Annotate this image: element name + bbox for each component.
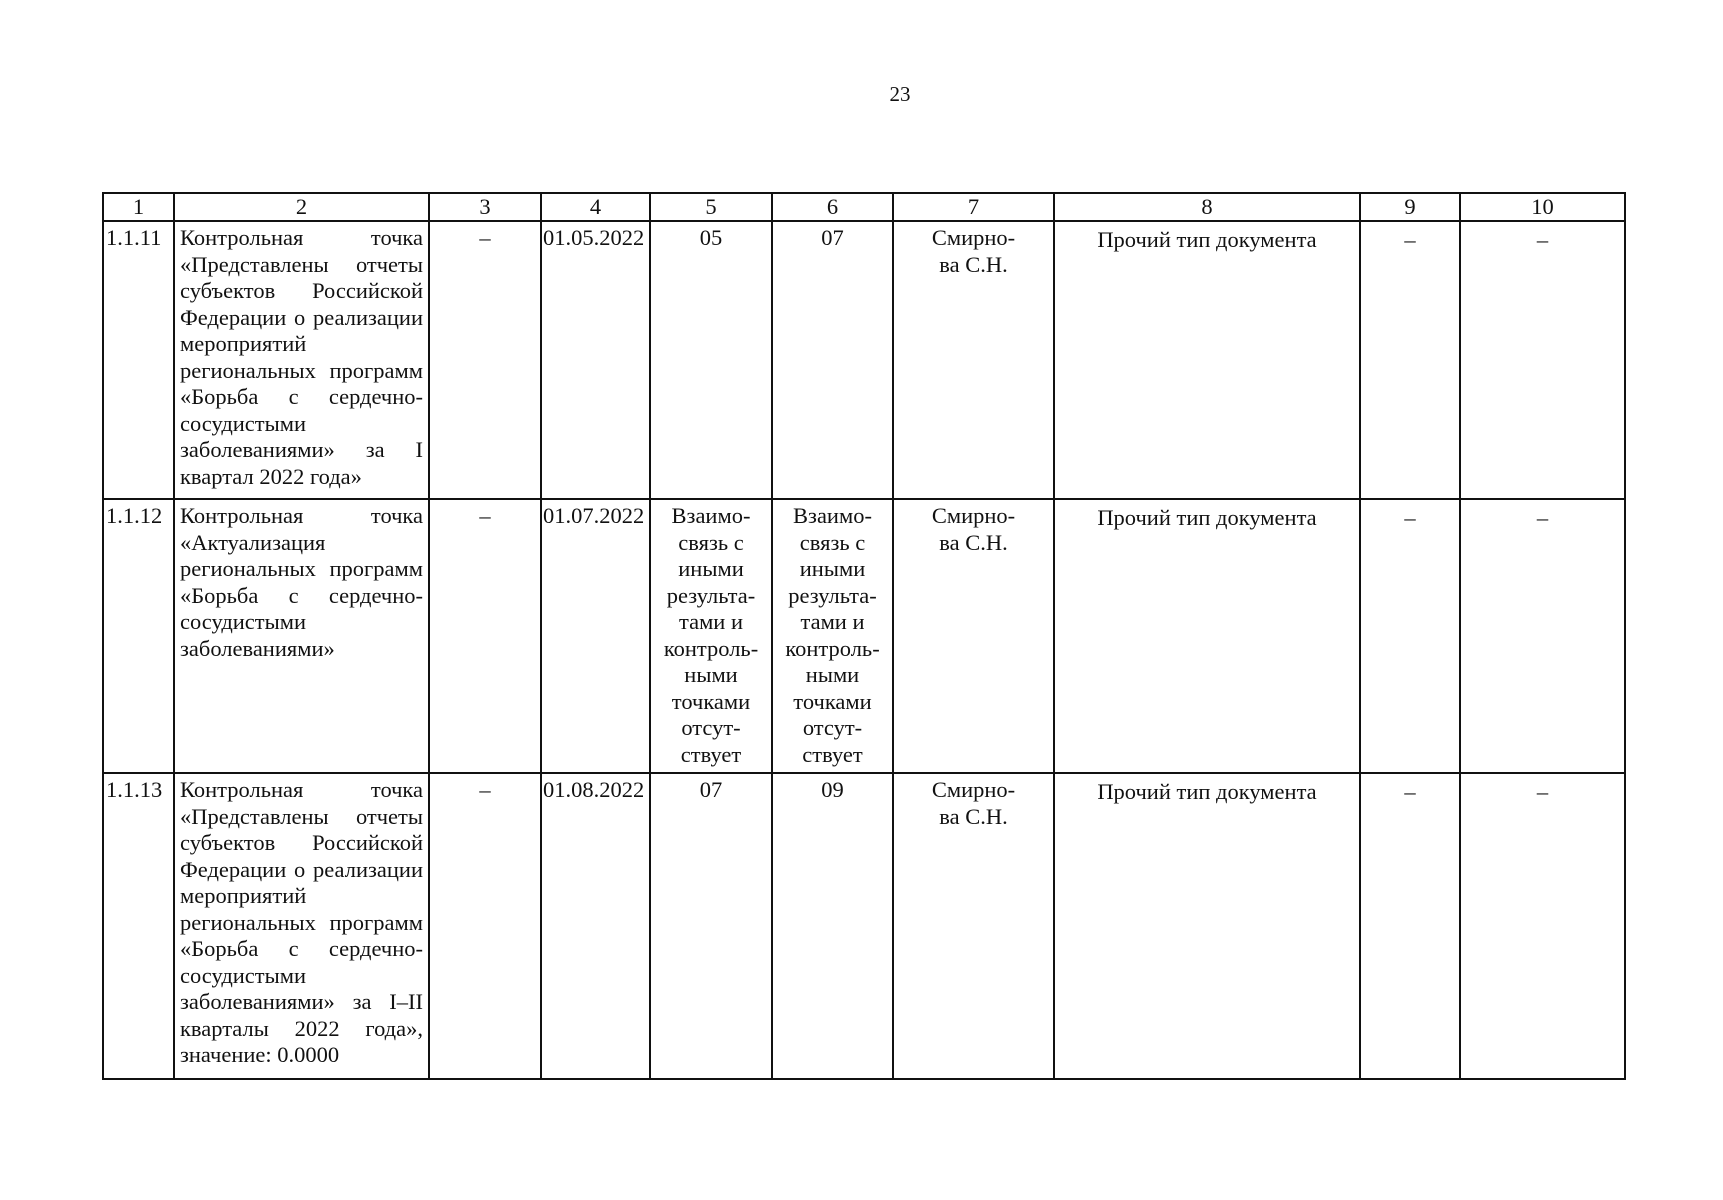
cell-line: ствует (802, 741, 863, 767)
column-header-5: 5 (650, 193, 772, 221)
cell-col6: 07 (772, 221, 893, 499)
cell-line: результа- (788, 582, 877, 608)
cell-col3: – (429, 221, 541, 499)
responsible-line: Смирно- (931, 225, 1016, 250)
row-date: 01.08.2022 (541, 773, 650, 1079)
cell-col3: – (429, 773, 541, 1079)
cell-col10: – (1460, 773, 1625, 1079)
row-number: 1.1.12 (103, 499, 174, 773)
row-description: Контрольная точка «Актуализация региональных программ «Борьба с сердечно-сосудистыми заболеваниями» (174, 499, 429, 773)
control-points-table (102, 192, 1626, 1080)
responsible-person (893, 499, 1054, 773)
cell-col5 (650, 499, 772, 773)
cell-line: Взаимо- (793, 503, 872, 528)
cell-line: Взаимо- (671, 503, 751, 528)
cell-line: точками (671, 688, 751, 714)
cell-line: точками (793, 688, 872, 714)
cell-line: контроль- (785, 635, 880, 661)
responsible-line: Смирно- (931, 503, 1016, 528)
table-row (103, 773, 1625, 1079)
column-header-9: 9 (1360, 193, 1460, 221)
cell-line: отсут- (802, 715, 863, 740)
cell-line: контроль- (663, 635, 759, 661)
row-date: 01.07.2022 (541, 499, 650, 773)
document-type: Прочий тип документа (1054, 499, 1360, 773)
cell-line: иными (678, 556, 744, 581)
column-header-8: 8 (1054, 193, 1360, 221)
responsible-line: ва С.Н. (939, 251, 1008, 277)
cell-col6: 09 (772, 773, 893, 1079)
responsible-line: Смирно- (931, 777, 1016, 802)
row-description: Контрольная точка «Представлены отчеты субъектов Российской Федерации о реализации мероприятий региональных программ «Борьба с сердечно-сосудистыми заболеваниями» за I квартал 2022 года» (174, 221, 429, 499)
responsible-person (893, 221, 1054, 499)
document-type: Прочий тип документа (1054, 773, 1360, 1079)
cell-col10: – (1460, 499, 1625, 773)
document-type: Прочий тип документа (1054, 221, 1360, 499)
column-header-1: 1 (103, 193, 174, 221)
table-row (103, 499, 1625, 773)
row-date: 01.05.2022 (541, 221, 650, 499)
cell-line: ными (684, 662, 738, 687)
responsible-person (893, 773, 1054, 1079)
cell-line: отсут- (681, 715, 741, 740)
responsible-line: ва С.Н. (939, 529, 1008, 555)
header-row (103, 193, 1625, 221)
cell-col5: 07 (650, 773, 772, 1079)
cell-line: тами и (678, 609, 744, 634)
cell-col9: – (1360, 773, 1460, 1079)
row-description: Контрольная точка «Представлены отчеты субъектов Российской Федерации о реализации мероприятий региональных программ «Борьба с сердечно-сосудистыми заболеваниями» за I–II кварталы 2022 года», значение: 0.0000 (174, 773, 429, 1079)
cell-line: иными (799, 556, 866, 581)
column-header-7: 7 (893, 193, 1054, 221)
cell-line: связь с (799, 529, 866, 555)
row-number: 1.1.11 (103, 221, 174, 499)
cell-col3: – (429, 499, 541, 773)
page-number: 23 (889, 82, 911, 106)
cell-col10: – (1460, 221, 1625, 499)
row-number: 1.1.13 (103, 773, 174, 1079)
cell-line: ными (805, 662, 860, 687)
cell-line: тами и (800, 609, 865, 634)
cell-line: результа- (666, 582, 756, 608)
column-header-3: 3 (429, 193, 541, 221)
column-header-4: 4 (541, 193, 650, 221)
cell-line: связь с (678, 529, 744, 555)
cell-line: ствует (680, 741, 742, 767)
responsible-line: ва С.Н. (939, 803, 1008, 829)
column-header-10: 10 (1460, 193, 1625, 221)
cell-col9: – (1360, 221, 1460, 499)
cell-col9: – (1360, 499, 1460, 773)
column-header-2: 2 (174, 193, 429, 221)
cell-col6 (772, 499, 893, 773)
cell-col5: 05 (650, 221, 772, 499)
table-row (103, 221, 1625, 499)
column-header-6: 6 (772, 193, 893, 221)
